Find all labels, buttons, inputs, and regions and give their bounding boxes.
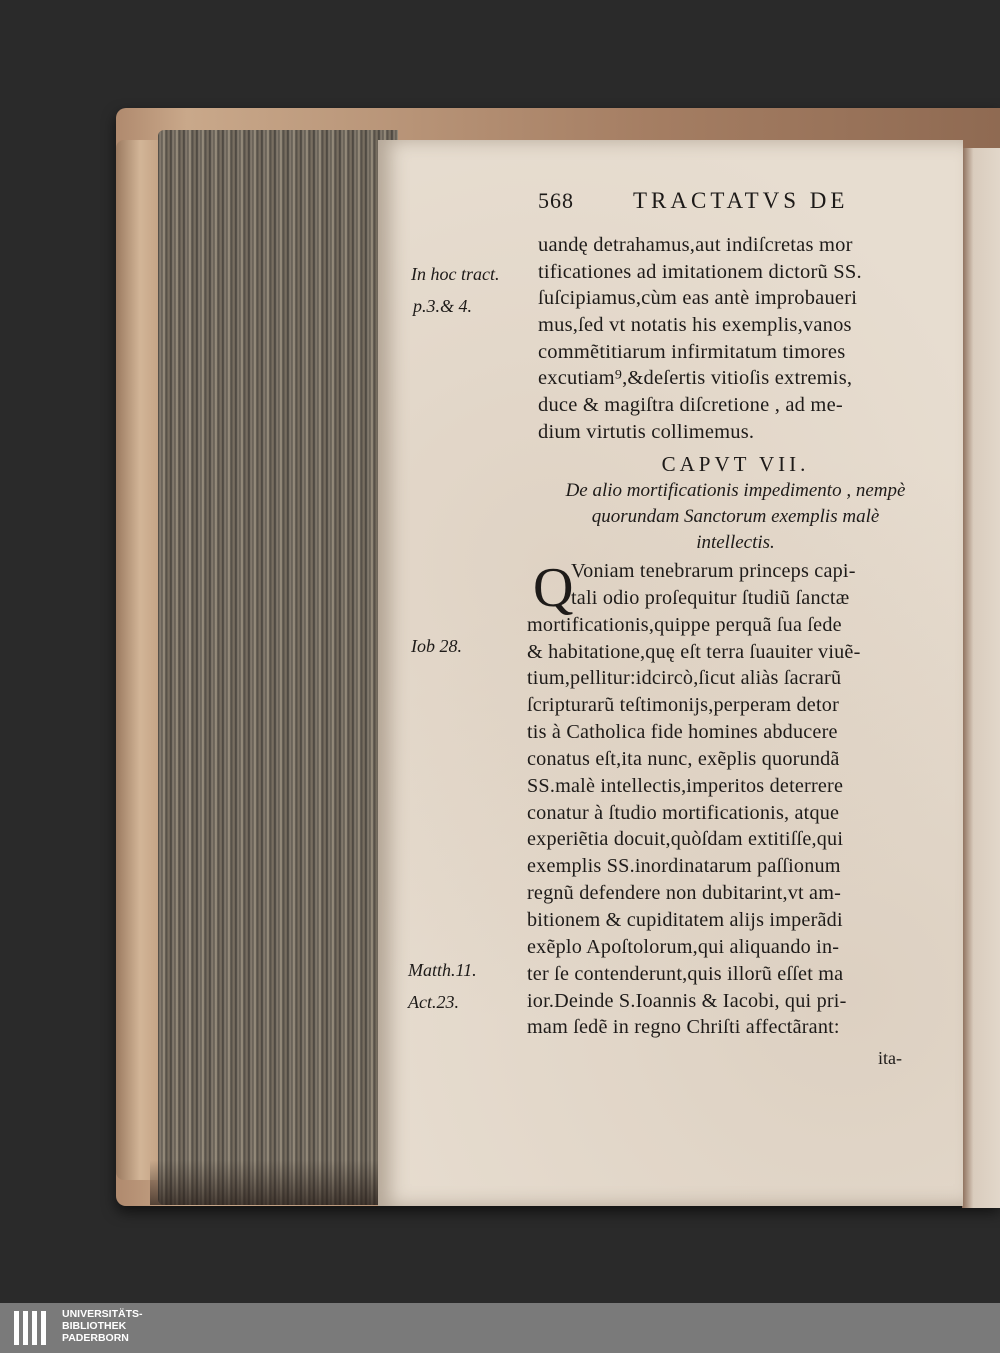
library-logo-text	[62, 1308, 143, 1344]
running-title: TRACTATVS DE	[633, 188, 849, 213]
drop-cap: Q	[533, 557, 574, 619]
text-line: tium,pellitur:idcircò,ſicut aliàs ſacrarũ	[527, 667, 842, 690]
text-line: mus,ſed vt notatis his exemplis,vanos	[538, 314, 852, 337]
text-line: experiẽtia docuit,quòſdam extitiſſe,qui	[527, 828, 844, 851]
text-line: ter ſe contenderunt,quis illorũ eſſet ma	[527, 962, 844, 985]
chapter-subtitle-line: De alio mortificationis impedimento , nempè	[565, 480, 906, 501]
margin-note: Matth.11.	[408, 960, 477, 980]
text-line: & habitatione,quę eſt terra ſuauiter viuẽ-	[527, 640, 861, 663]
margin-note: In hoc tract.	[411, 264, 500, 284]
text-line: mam ſedẽ in regno Chriſti affectãrant:	[527, 1016, 840, 1039]
margin-note: p.3.& 4.	[413, 296, 473, 316]
text-line: excutiam⁹,&deſertis vitioſis extremis,	[538, 367, 853, 390]
text-line: exẽplo Apoſtolorum,qui aliquando in-	[527, 935, 840, 958]
library-logo-icon	[14, 1311, 54, 1347]
page-edges	[158, 130, 398, 1205]
text-line: uandę detrahamus,aut indiſcretas mor	[538, 234, 853, 256]
library-footer	[0, 1303, 1000, 1353]
page-header	[538, 188, 938, 218]
text-line: tis à Catholica fide homines abducere	[527, 721, 838, 744]
text-line: Voniam tenebrarum princeps capi-	[571, 560, 856, 582]
chapter-subtitle-line: quorundam Sanctorum exemplis malè	[591, 506, 880, 527]
catchword: ita-	[878, 1048, 902, 1068]
text-line: tali odio proſequitur ſtudiũ ſanctæ	[571, 586, 850, 609]
text-line: bitionem & cupiditatem alijs imperãdi	[527, 908, 843, 931]
text-line: mortificationis,quippe perquã ſua ſede	[527, 613, 842, 636]
text-line: regnũ defendere non dubitarint,vt am-	[527, 882, 842, 905]
text-line: conatus eſt,ita nunc, exẽplis quorundã	[527, 747, 840, 770]
chapter-heading	[538, 450, 933, 556]
text-line: SS.malè intellectis,imperitos deterrere	[527, 774, 844, 797]
text-line: tificationes ad imitationem dictorũ SS.	[538, 260, 862, 283]
logo-text-line: UNIVERSITÄTS-	[62, 1308, 143, 1320]
body-text-block	[527, 558, 932, 1041]
margin-note: Act.23.	[408, 992, 459, 1012]
facing-page-edge	[962, 148, 1000, 1208]
page-number: 568	[538, 188, 574, 213]
text-line: ſcripturarũ teſtimonijs,perperam detor	[527, 694, 839, 717]
logo-text-line: BIBLIOTHEK	[62, 1320, 127, 1332]
chapter-title: CAPVT VII.	[661, 452, 810, 476]
top-text-block	[538, 232, 933, 446]
text-line: duce & magiſtra diſcretione , ad me-	[538, 394, 843, 417]
text-line: ſuſcipiamus,cùm eas antè improbaueri	[538, 287, 858, 310]
page-edges-shadow	[150, 1160, 390, 1205]
text-line: exemplis SS.inordinatarum paſſionum	[527, 855, 841, 878]
chapter-subtitle-line: intellectis.	[696, 532, 775, 553]
text-line: dium virtutis collimemus.	[538, 420, 755, 443]
logo-text-line: PADERBORN	[62, 1332, 129, 1344]
text-line: ior.Deinde S.Ioannis & Iacobi, qui pri-	[527, 989, 847, 1012]
text-line: conatur à ſtudio mortificationis, atque	[527, 801, 840, 824]
text-line: commẽtitiarum infirmitatum timores	[538, 340, 846, 363]
margin-note: Iob 28.	[411, 636, 462, 656]
